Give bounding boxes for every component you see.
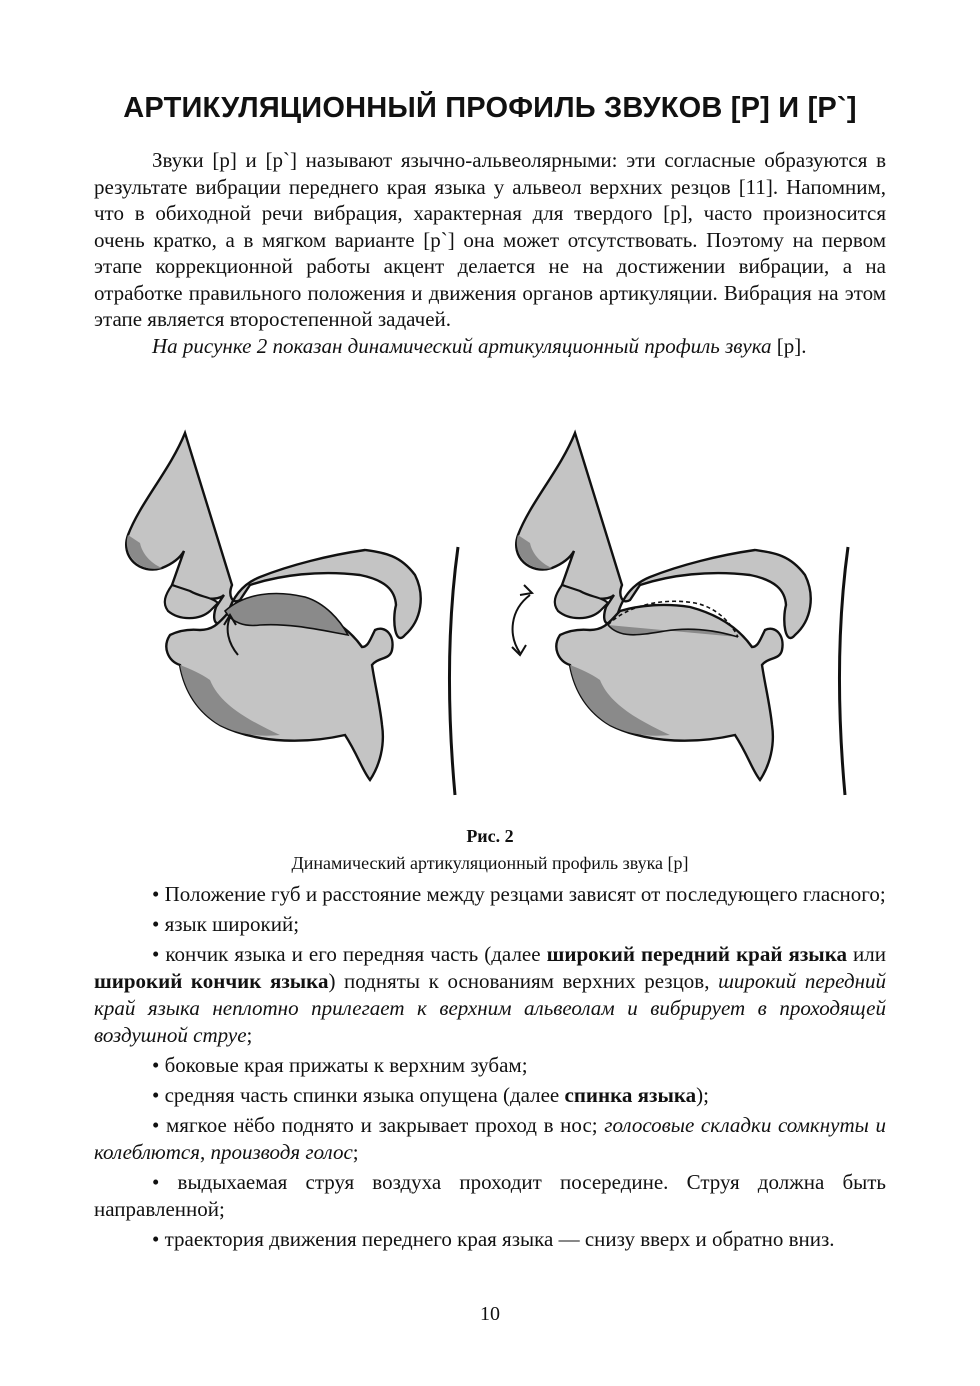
articulation-profile-figure xyxy=(100,425,880,825)
bullet-item-text: • Положение губ и расстояние между резцами зависят от последующего гласного; xyxy=(152,882,886,906)
bullet-item-text: • кончик языка и его передняя часть (далее xyxy=(152,942,547,966)
intro-paragraph-2-italic: На рисунке 2 показан динамический артикуляционный профиль звука xyxy=(152,333,772,358)
bullet-item-text: широкий передний край языка неплотно прилегает к верхним альвеолам и вибрирует в проходящей воздушной струе xyxy=(94,969,887,1047)
intro-text xyxy=(94,147,886,359)
bullet-item-text: спинка языка xyxy=(564,1083,697,1107)
bullet-item-text: голосовые складки сомкнуты и колеблются xyxy=(94,1113,886,1164)
bullet-item-text: ) подняты к основаниям верхних резцов, xyxy=(328,969,719,993)
bullet-item-text: • средняя часть спинки языка опущена (далее xyxy=(152,1083,565,1107)
articulation-bullet-list xyxy=(94,881,886,1256)
bullet-item-text: широкий кончик языка xyxy=(94,969,329,993)
bullet-item-text: • язык широкий; xyxy=(152,912,300,936)
bullet-item xyxy=(94,941,886,1049)
bullet-item-text: или xyxy=(846,942,886,966)
intro-paragraph-2-tail: [р]. xyxy=(771,333,807,358)
bullet-item-text: • боковые края прижаты к верхним зубам; xyxy=(152,1053,528,1077)
page-number: 10 xyxy=(480,1303,500,1325)
bullet-item-text: широкий передний край языка xyxy=(546,942,847,966)
figure-caption-text: Динамический артикуляционный профиль звука [р] xyxy=(291,853,689,873)
bullet-item xyxy=(94,911,886,938)
bullet-item-text: ; xyxy=(246,1023,253,1047)
bullet-item-text: ); xyxy=(696,1083,709,1107)
bullet-item-text: производя голос xyxy=(210,1140,353,1164)
bullet-item xyxy=(94,1169,886,1223)
bullet-item xyxy=(94,1226,886,1253)
profile-left-drawing xyxy=(126,433,458,795)
bullet-item-text: • траектория движения переднего края языка — снизу вверх и обратно вниз. xyxy=(152,1227,835,1251)
intro-paragraph-1: Звуки [р] и [р`] называют язычно-альвеолярными: эти согласные образуются в результате вибрации переднего края языка у альвеол верхних резцов [11]. Напомним, что в обиходной речи вибрация, характерная для твердого [р], часто произносится очень кратко, а в мягком варианте [р`] она может отсутствовать. Поэтому на первом этапе коррекционной работы акцент делается не на достижении вибрации, а на отработке правильного положения и движения органов артикуляции. Вибрация на этом этапе является второстепенной задачей. xyxy=(94,148,886,331)
bullet-item-text: • мягкое нёбо поднято и закрывает проход в нос; xyxy=(152,1113,605,1137)
profile-right-drawing xyxy=(512,433,848,795)
bullet-item-text: , xyxy=(199,1140,211,1164)
bullet-item-text: ; xyxy=(352,1140,359,1164)
bullet-item-text: • выдыхаемая струя воздуха проходит посередине. Струя должна быть направленной; xyxy=(94,1170,886,1221)
bullet-item xyxy=(94,1052,886,1079)
figure-caption-number: Рис. 2 xyxy=(466,826,514,846)
intro-paragraph-2 xyxy=(94,333,886,360)
bullet-item xyxy=(94,1112,886,1166)
bullet-item xyxy=(94,881,886,908)
bullet-item xyxy=(94,1082,886,1109)
page-title: АРТИКУЛЯЦИОННЫЙ ПРОФИЛЬ ЗВУКОВ [Р] И [Р`] xyxy=(123,92,857,124)
